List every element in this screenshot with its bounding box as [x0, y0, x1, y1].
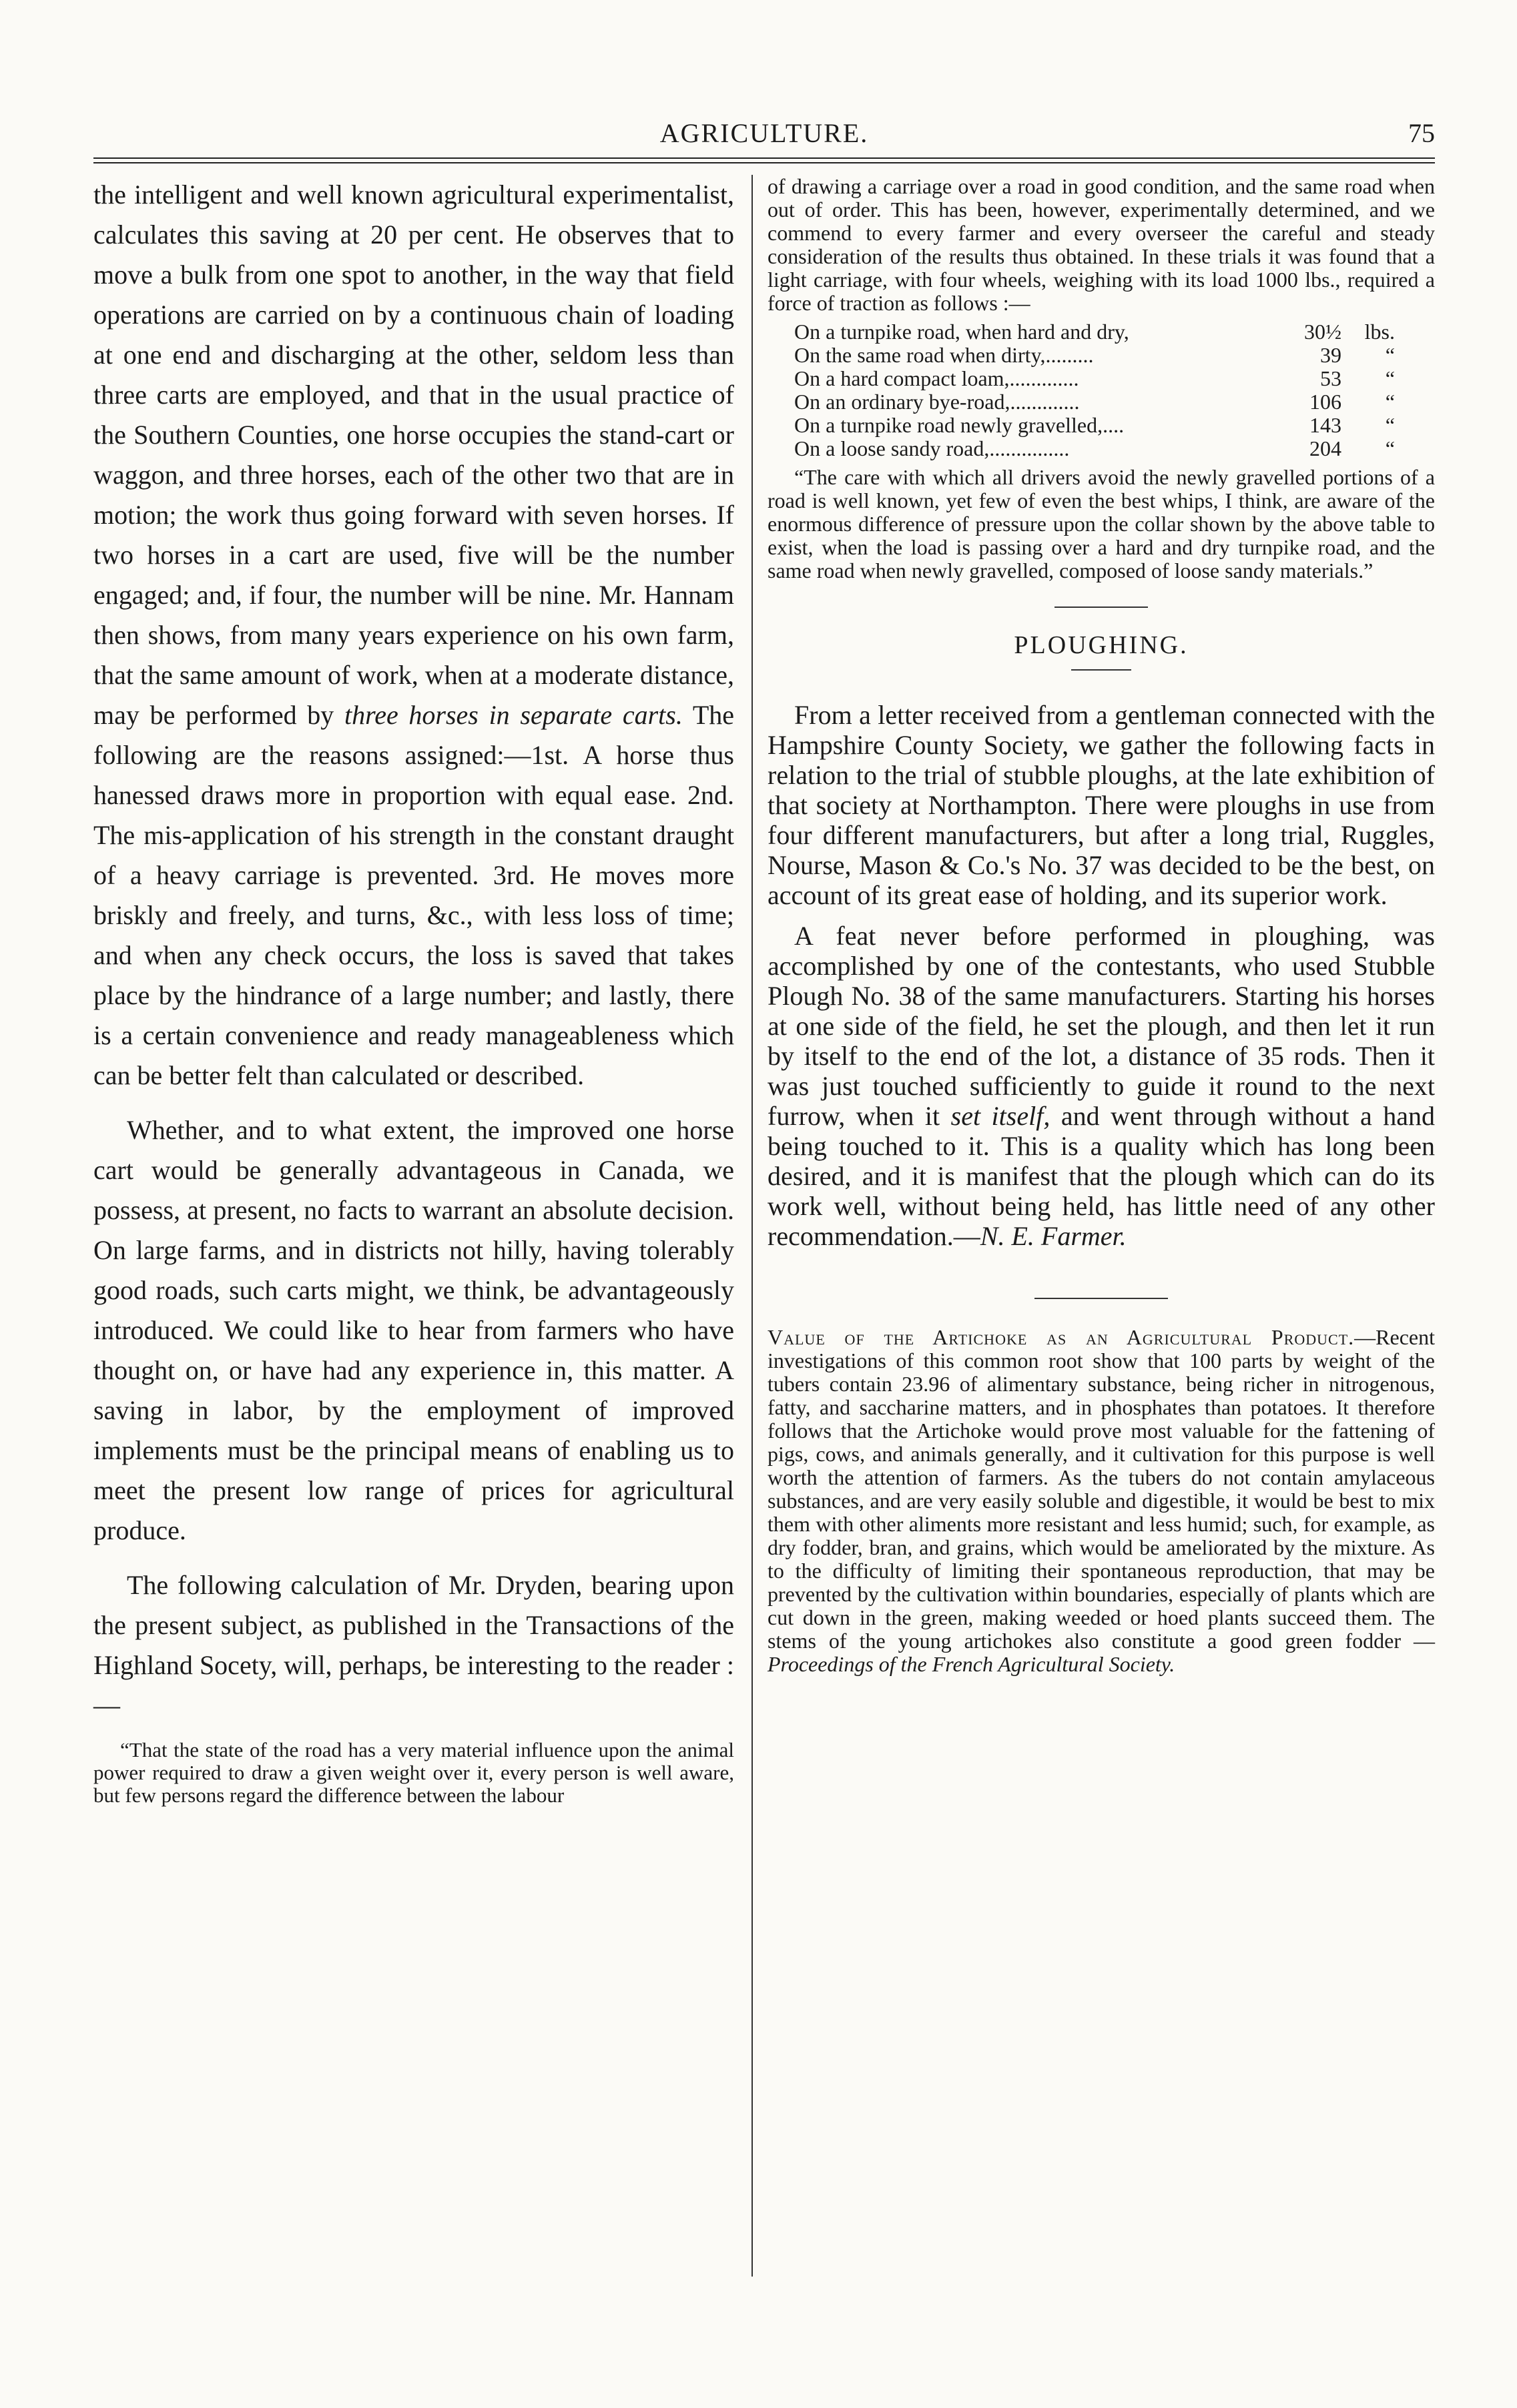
row-unit: “	[1385, 343, 1395, 367]
paragraph-text: —Recent investigations of this common root show that 100 parts by weight of the tubers contain 23.96 of alimentary substance, being richer in nitrogenous, fatty, and saccharine matters, and in phosphates than potatoes. It therefore follows that the Artichoke would prove most valuable for the fattening of pigs, cows, and animals generally, and it cultivation for this purpose is well worth the attention of farmers. As the tubers do not contain amylaceous substances, and are very easily soluble and digestible, it would be best to mix them with other aliments more resistant and less humid; such, for example, as dry fodder, bran, and grains, which would be ameliorated by the mixture. As to the difficulty of limiting their spontaneous reproduction, that may be prevented by the cultivation within boundaries, especially of plants which are cut down in the green, making weeded or hoed plants succeed them. The stems of the young artichokes also constitute a good green fodder —	[768, 1325, 1435, 1653]
paragraph-text: A feat never before performed in ploughing, was accomplished by one of the contestants, who used Stubble Plough No. 38 of the same manufacturers. Starting his horses at one side of the field, he set the plough, and then let it run by itself to the end of the lot, a distance of 35 rods. Then it was just touched sufficiently to guide it round to the next furrow, when it	[768, 921, 1435, 1131]
footnote-continuation	[768, 175, 1435, 315]
table-row	[794, 390, 1395, 414]
row-unit: lbs.	[1364, 320, 1395, 344]
header-double-rule	[93, 157, 1435, 163]
paragraph-text: the intelligent and well known agricultural experimentalist, calculates this saving at 20 per cent. He observes that to move a bulk from one spot to another, in the way that field operations are carried on by a continuous chain of loading at one end and discharging at the other, seldom less than three carts are employed, and that in the usual practice of the Southern Counties, one horse occupies the stand-cart or waggon, and three horses, each of the other two that are in motion; the work thus going forward with seven horses. If two horses in a cart are used, five will be the number engaged; and, if four, the number will be nine. Mr. Hannam then shows, from many years experience on his own farm, that the same amount of work, when at a moderate distance, may be performed by	[93, 179, 734, 730]
table-row	[794, 344, 1395, 367]
paragraph-text: The following are the reasons assigned:—1st. A horse thus hanessed draws more in proportion with equal ease. 2nd. The mis-application of his strength in the constant draught of a heavy carriage is prevented. 3rd. He moves more briskly and freely, and turns, &c., with less loss of time; and when any check occurs, the loss is saved that takes place by the hindrance of a large number; and lastly, there is a certain convenience and ready manageableness which can be better felt than calculated or described.	[93, 700, 735, 1090]
ploughing-article	[768, 700, 1435, 1251]
paragraph-traction: of drawing a carriage over a road in good condition, and the same road when out of order. This has been, however, experimentally determined, and we commend to every farmer and every overseer the careful and steady consideration of the results thus obtained. In these trials it was found that a light carriage, with four wheels, weighing with its load 1000 lbs., required a force of traction as follows :—	[768, 174, 1435, 315]
paragraph-artichoke	[768, 1326, 1435, 1676]
article-heading-artichoke: Value of the Artichoke as an Agricultural Product.	[768, 1325, 1355, 1349]
row-value: 204	[1309, 436, 1341, 460]
row-label: On a loose sandy road,...............	[794, 436, 1070, 460]
row-label: On an ordinary bye-road,.............	[794, 390, 1080, 414]
column-divider	[751, 175, 753, 2277]
section-rule	[1054, 607, 1148, 608]
row-unit: “	[1385, 366, 1395, 390]
footnote-quote	[768, 466, 1435, 582]
footnote-road: “That the state of the road has a very material influence upon the animal power required to draw a given weight over it, every person is well aware, but few persons regard the difference between the labour	[93, 1738, 734, 1807]
row-value: 106	[1309, 390, 1341, 414]
table-row	[794, 437, 1395, 460]
paragraph-hampshire: From a letter received from a gentleman connected with the Hampshire County Society, we gather the following facts in relation to the trial of stubble ploughs, at the late exhibition of that society at Northampton. There were ploughs in use from four different manufacturers, but after a long trial, Ruggles, Nourse, Mason & Co.'s No. 37 was decided to be the best, on account of its great ease of holding, and its superior work.	[768, 700, 1435, 910]
row-value: 53	[1320, 366, 1341, 390]
row-label: On a turnpike road, when hard and dry,	[794, 320, 1129, 344]
section-rule	[1034, 1298, 1168, 1299]
table-row	[794, 367, 1395, 390]
source-citation: Proceedings of the French Agricultural Society.	[768, 1652, 1175, 1676]
section-heading-ploughing: PLOUGHING.	[1014, 631, 1189, 659]
row-label: On the same road when dirty,.........	[794, 343, 1094, 367]
row-value: 143	[1309, 413, 1341, 437]
right-column	[768, 175, 1435, 1676]
page-number: 75	[1408, 118, 1435, 148]
source-citation: N. E. Farmer.	[980, 1221, 1127, 1251]
heading-rule	[1071, 669, 1131, 671]
running-head	[93, 115, 1435, 155]
emphasis-text: three horses in separate carts.	[344, 700, 683, 730]
table-row	[794, 414, 1395, 437]
paragraph-whips: “The care with which all drivers avoid the newly gravelled portions of a road is well known, yet few of even the best whips, I think, are aware of the enormous difference of pressure upon the collar shown by the above table to exist, when the load is passing over a hard and dry turnpike road, and the same road when newly gravelled, composed of loose sandy materials.”	[768, 465, 1435, 582]
table-row	[794, 320, 1395, 344]
running-title: AGRICULTURE.	[659, 118, 869, 148]
traction-table	[794, 320, 1435, 460]
row-label: On a turnpike road newly gravelled,....	[794, 413, 1125, 437]
emphasis-text: set itself,	[950, 1101, 1050, 1131]
paragraph-canada: Whether, and to what extent, the improved one horse cart would be generally advantageous in Canada, we possess, at present, no facts to warrant an absolute decision. On large farms, and in districts not hilly, having tolerably good roads, such carts might, we think, be advantageously introduced. We could like to hear from farmers who have thought on, or have had any experience in, this matter. A saving in labor, by the employment of improved implements must be the principal means of enabling us to meet the present low range of prices for agricultural produce.	[93, 1115, 734, 1545]
left-column	[93, 175, 734, 1807]
paragraph-text: and went through without a hand being touched to it. This is a quality which has long been desired, and it is manifest that the plough which can do its work well, without being held, has little need of any other recommendation.—	[768, 1101, 1436, 1251]
row-unit: “	[1385, 413, 1395, 437]
paragraph-feat	[768, 921, 1435, 1251]
row-label: On a hard compact loam,.............	[794, 366, 1079, 390]
row-value: 39	[1320, 343, 1341, 367]
artichoke-article	[768, 1326, 1435, 1676]
row-unit: “	[1385, 436, 1395, 460]
paragraph-saving	[93, 175, 734, 1096]
paragraph-dryden: The following calculation of Mr. Dryden, bearing upon the present subject, as published in the Transactions of the Highland Socety, will, perhaps, be interesting to the reader :—	[93, 1570, 734, 1720]
row-value: 30½	[1304, 320, 1341, 344]
row-unit: “	[1385, 390, 1395, 414]
